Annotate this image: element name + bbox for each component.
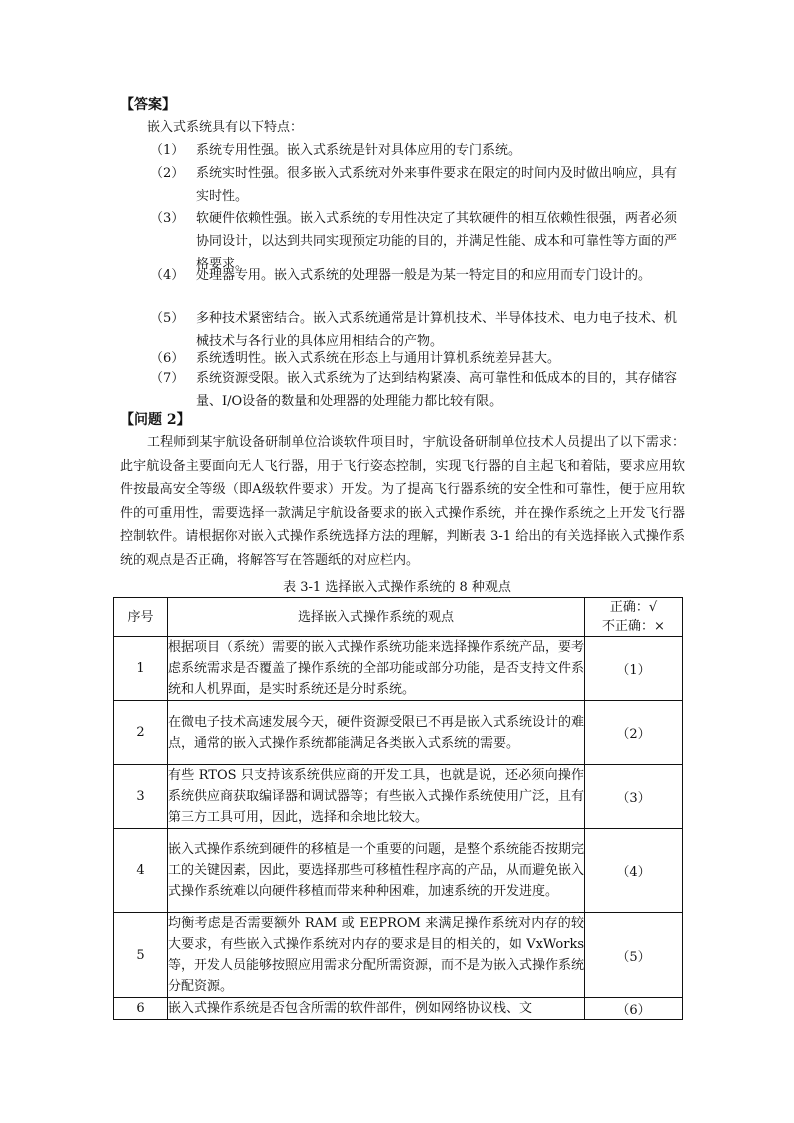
answer-heading: 【答案】 <box>120 97 176 113</box>
feature-number: （1） <box>150 143 185 158</box>
feature-number: （5） <box>150 311 185 326</box>
feature-text: 系统资源受限。嵌入式系统为了达到结构紧凑、高可靠性和低成本的目的，其存储容量、I/O设备的数量和处理器的处理能力都比较有限。 <box>196 371 678 409</box>
feature-text: 系统实时性强。很多嵌入式系统对外来事件要求在限定的时间内及时做出响应，具有实时性。 <box>196 166 678 204</box>
table-caption: 表 3-1 选择嵌入式操作系统的 8 种观点 <box>283 580 511 595</box>
row-seq: 1 <box>114 637 168 701</box>
answer-blank[interactable]: （4） <box>585 829 683 913</box>
table-header-row <box>114 598 683 637</box>
row-viewpoint: 均衡考虑是否需要额外 RAM 或 EEPROM 来满足操作系统对内存的较大要求，有些嵌入式操作系统对内存的要求是目的相关的，如 VxWorks 等，开发人员能够按照应用需求分配所需资源，而不是为嵌入式操作系统分配资源。 <box>168 913 585 998</box>
header-correct: 正确：√ <box>609 600 658 615</box>
row-seq: 2 <box>114 701 168 765</box>
viewpoint-table <box>113 597 683 1020</box>
table-row <box>114 913 683 998</box>
feature-text: 系统透明性。嵌入式系统在形态上与通用计算机系统差异甚大。 <box>196 351 561 366</box>
feature-text: 多种技术紧密结合。嵌入式系统通常是计算机技术、半导体技术、电力电子技术、机械技术与各行业的具体应用相结合的产物。 <box>196 311 678 349</box>
row-seq: 3 <box>114 765 168 829</box>
answer-blank[interactable]: （1） <box>585 637 683 701</box>
table-row <box>114 637 683 701</box>
feature-number: （4） <box>150 268 185 283</box>
header-incorrect: 不正确：× <box>602 619 665 634</box>
answer-blank[interactable]: （5） <box>585 913 683 998</box>
feature-text: 软硬件依赖性强。嵌入式系统的专用性决定了其软硬件的相互依赖性很强，两者必须协同设计，以达到共同实现预定功能的目的，并满足性能、成本和可靠性等方面的严格要求。 <box>196 211 678 272</box>
feature-number: （3） <box>150 211 185 226</box>
answer-blank[interactable]: （3） <box>585 765 683 829</box>
row-viewpoint: 嵌入式操作系统是否包含所需的软件部件，例如网络协议栈、文 <box>168 998 585 1020</box>
answer-blank[interactable]: （6） <box>585 998 683 1020</box>
table-row <box>114 701 683 765</box>
question-heading: 【问题 2】 <box>120 412 191 428</box>
question-paragraph: 工程师到某宇航设备研制单位洽谈软件项目时，宇航设备研制单位技术人员提出了以下需求：此宇航设备主要面向无人飞行器，用于飞行姿态控制，实现飞行器的自主起飞和着陆，要求应用软件按最高安全等级（即A级软件要求）开发。为了提高飞行器系统的安全性和可靠性，便于应用软件的可重用性，需要选择一款满足宇航设备要求的嵌入式操作系统，并在操作系统之上开发飞行器控制软件。请根据你对嵌入式操作系统选择方法的理解，判断表 3-1 给出的有关选择嵌入式操作系统的观点是否正确，将解答写在答题纸的对应栏内。 <box>120 435 685 568</box>
feature-number: （7） <box>150 371 185 386</box>
row-seq: 6 <box>114 998 168 1020</box>
row-viewpoint: 根据项目（系统）需要的嵌入式操作系统功能来选择操作系统产品，要考虑系统需求是否覆盖了操作系统的全部功能或部分功能，是否支持文件系统和人机界面，是实时系统还是分时系统。 <box>168 637 585 701</box>
table-row <box>114 765 683 829</box>
row-seq: 5 <box>114 913 168 998</box>
row-viewpoint: 有些 RTOS 只支持该系统供应商的开发工具，也就是说，还必须向操作系统供应商获取编译器和调试器等；有些嵌入式操作系统使用广泛，且有第三方工具可用，因此，选择和余地比较大。 <box>168 765 585 829</box>
header-viewpoint: 选择嵌入式操作系统的观点 <box>168 598 585 637</box>
header-seq: 序号 <box>114 598 168 637</box>
answer-blank[interactable]: （2） <box>585 701 683 765</box>
answer-intro: 嵌入式系统具有以下特点： <box>147 120 304 135</box>
feature-number: （6） <box>150 351 185 366</box>
feature-number: （2） <box>150 166 185 181</box>
table-row <box>114 829 683 913</box>
feature-text: 处理器专用。嵌入式系统的处理器一般是为某一特定目的和应用而专门设计的。 <box>196 268 652 283</box>
table-row <box>114 998 683 1020</box>
header-answer <box>585 598 683 637</box>
feature-text: 系统专用性强。嵌入式系统是针对具体应用的专门系统。 <box>196 143 522 158</box>
row-viewpoint: 嵌入式操作系统到硬件的移植是一个重要的问题，是整个系统能否按期完工的关键因素，因此，要选择那些可移植性程序高的产品，从而避免嵌入式操作系统难以向硬件移植而带来种种困难，加速系统的开发进度。 <box>168 829 585 913</box>
row-viewpoint: 在微电子技术高速发展今天，硬件资源受限已不再是嵌入式系统设计的难点，通常的嵌入式操作系统都能满足各类嵌入式系统的需要。 <box>168 701 585 765</box>
row-seq: 4 <box>114 829 168 913</box>
